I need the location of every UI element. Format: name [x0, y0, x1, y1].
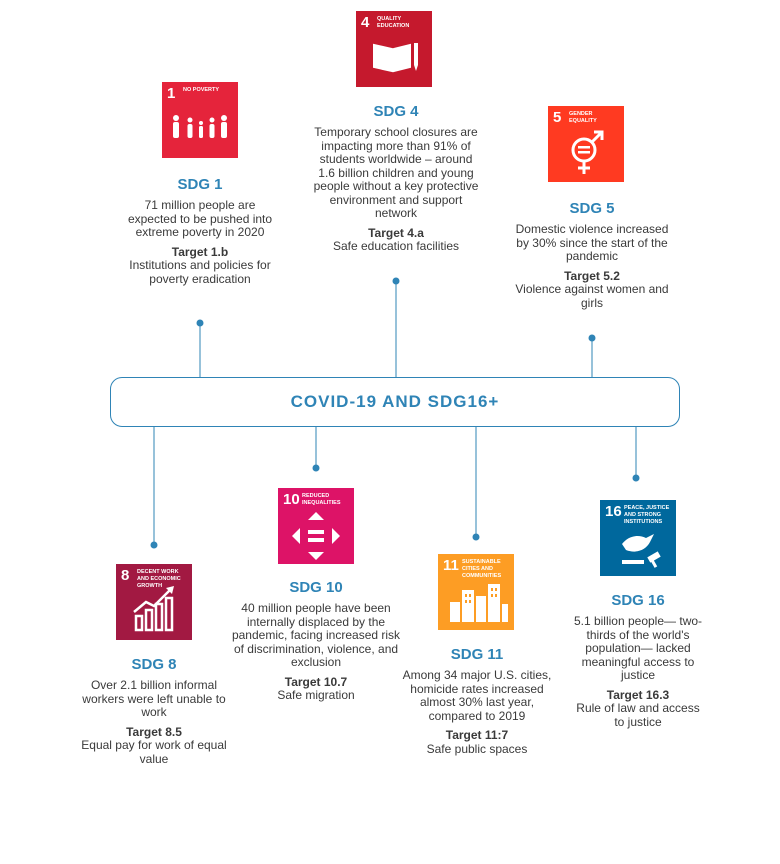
- sdg11-block: [402, 646, 552, 756]
- sdg11-icon-tile: [438, 554, 514, 630]
- sdg10-target-label: Target 10.7: [284, 674, 348, 689]
- sdg4-block: [310, 103, 482, 254]
- sdg10-title: SDG 10: [289, 579, 343, 596]
- sdg5-title: SDG 5: [569, 200, 615, 217]
- sdg10-icon-tile: [278, 488, 354, 564]
- sdg8-icon-tile: [116, 564, 192, 640]
- sdg1-description: 71 million people are expected to be pushed into extreme poverty in 2020: [127, 198, 273, 239]
- connector-dot-sdg8: [151, 542, 157, 548]
- sdg1-icon-label: NO POVERTY: [183, 87, 220, 93]
- sdg8-description: Over 2.1 billion informal workers were left unable to work: [82, 678, 226, 719]
- sdg16-target-text: Rule of law and access to justice: [576, 701, 700, 729]
- sdg1-title: SDG 1: [177, 176, 223, 193]
- sdg1-icon-tile: [162, 82, 238, 158]
- sdg5-icon-tile: [548, 106, 624, 182]
- sdg4-target-text: Safe education facilities: [332, 239, 460, 253]
- sdg11-description: Among 34 major U.S. cities, homicide rates increased almost 30% last year, compared to 2019: [402, 668, 552, 723]
- sdg8-target-text: Equal pay for work of equal value: [81, 738, 227, 766]
- sdg10-description: 40 million people have been internally displaced by the pandemic, facing increased risk of discrimination, violence, and exclusion: [231, 601, 401, 669]
- connector-dot-sdg4: [393, 278, 399, 284]
- sdg11-target-label: Target 11:7: [445, 728, 509, 742]
- sdg4-description: Temporary school closures are impacting more than 91% of students worldwide – around 1.6 billion children and young people without a key protective environment and support network: [313, 125, 479, 220]
- sdg8-block: [80, 656, 228, 766]
- sdg16-block: [570, 592, 706, 729]
- sdg4-title: SDG 4: [373, 103, 419, 120]
- sdg5-block: [512, 200, 672, 310]
- sdg16-icon-tile: [600, 500, 676, 576]
- sdg11-icon-label: SUSTAINABLE CITIES AND COMMUNITIES: [462, 559, 502, 579]
- sdg5-target-label: Target 5.2: [564, 268, 620, 283]
- sdg10-icon-label: REDUCED INEQUALITIES: [302, 493, 341, 506]
- connector-dot-sdg5: [589, 335, 595, 341]
- connector-dot-sdg10: [313, 465, 319, 471]
- sdg4-icon-number: 4: [361, 14, 370, 31]
- sdg4-icon-label: QUALITY EDUCATION: [377, 16, 410, 29]
- central-hub: [110, 377, 680, 427]
- connector-dot-sdg11: [473, 534, 479, 540]
- sdg16-icon-label: PEACE, JUSTICE AND STRONG INSTITUTIONS: [624, 505, 670, 525]
- connector-dot-sdg1: [197, 320, 203, 326]
- sdg16-icon-number: 16: [605, 503, 622, 520]
- sdg5-icon-number: 5: [553, 109, 562, 126]
- sdg8-icon-label: DECENT WORK AND ECONOMIC GROWTH: [137, 569, 181, 589]
- sdg5-target-text: Violence against women and girls: [515, 282, 669, 310]
- sdg11-icon-number: 11: [443, 557, 459, 574]
- sdg1-target-label: Target 1.b: [171, 244, 229, 259]
- sdg1-icon-number: 1: [167, 85, 176, 102]
- hub-label: COVID-19 AND SDG16+: [290, 392, 500, 411]
- sdg11-target-text: Safe public spaces: [426, 741, 528, 756]
- sdg16-description: 5.1 billion people— two-thirds of the world's population— lacked meaningful access to justice: [573, 614, 703, 682]
- sdg4-target-label: Target 4.a: [368, 225, 424, 240]
- sdg8-icon-number: 8: [121, 567, 130, 584]
- sdg1-block: [125, 176, 275, 286]
- sdg5-description: Domestic violence increased by 30% since the start of the pandemic: [515, 222, 669, 263]
- sdg11-title: SDG 11: [450, 646, 504, 663]
- connector-dot-sdg16: [633, 475, 639, 481]
- sdg1-target-text: Institutions and policies for poverty eradication: [129, 258, 271, 286]
- sdg16-title: SDG 16: [611, 592, 665, 609]
- sdg10-target-text: Safe migration: [277, 688, 355, 702]
- sdg8-target-label: Target 8.5: [126, 724, 182, 739]
- sdg8-title: SDG 8: [131, 656, 177, 673]
- sdg5-icon-label: GENDER EQUALITY: [569, 111, 597, 124]
- sdg4-icon-tile: [356, 11, 432, 87]
- sdg16-target-label: Target 16.3: [606, 687, 670, 702]
- sdg10-block: [226, 579, 406, 703]
- sdg10-icon-number: 10: [283, 491, 300, 508]
